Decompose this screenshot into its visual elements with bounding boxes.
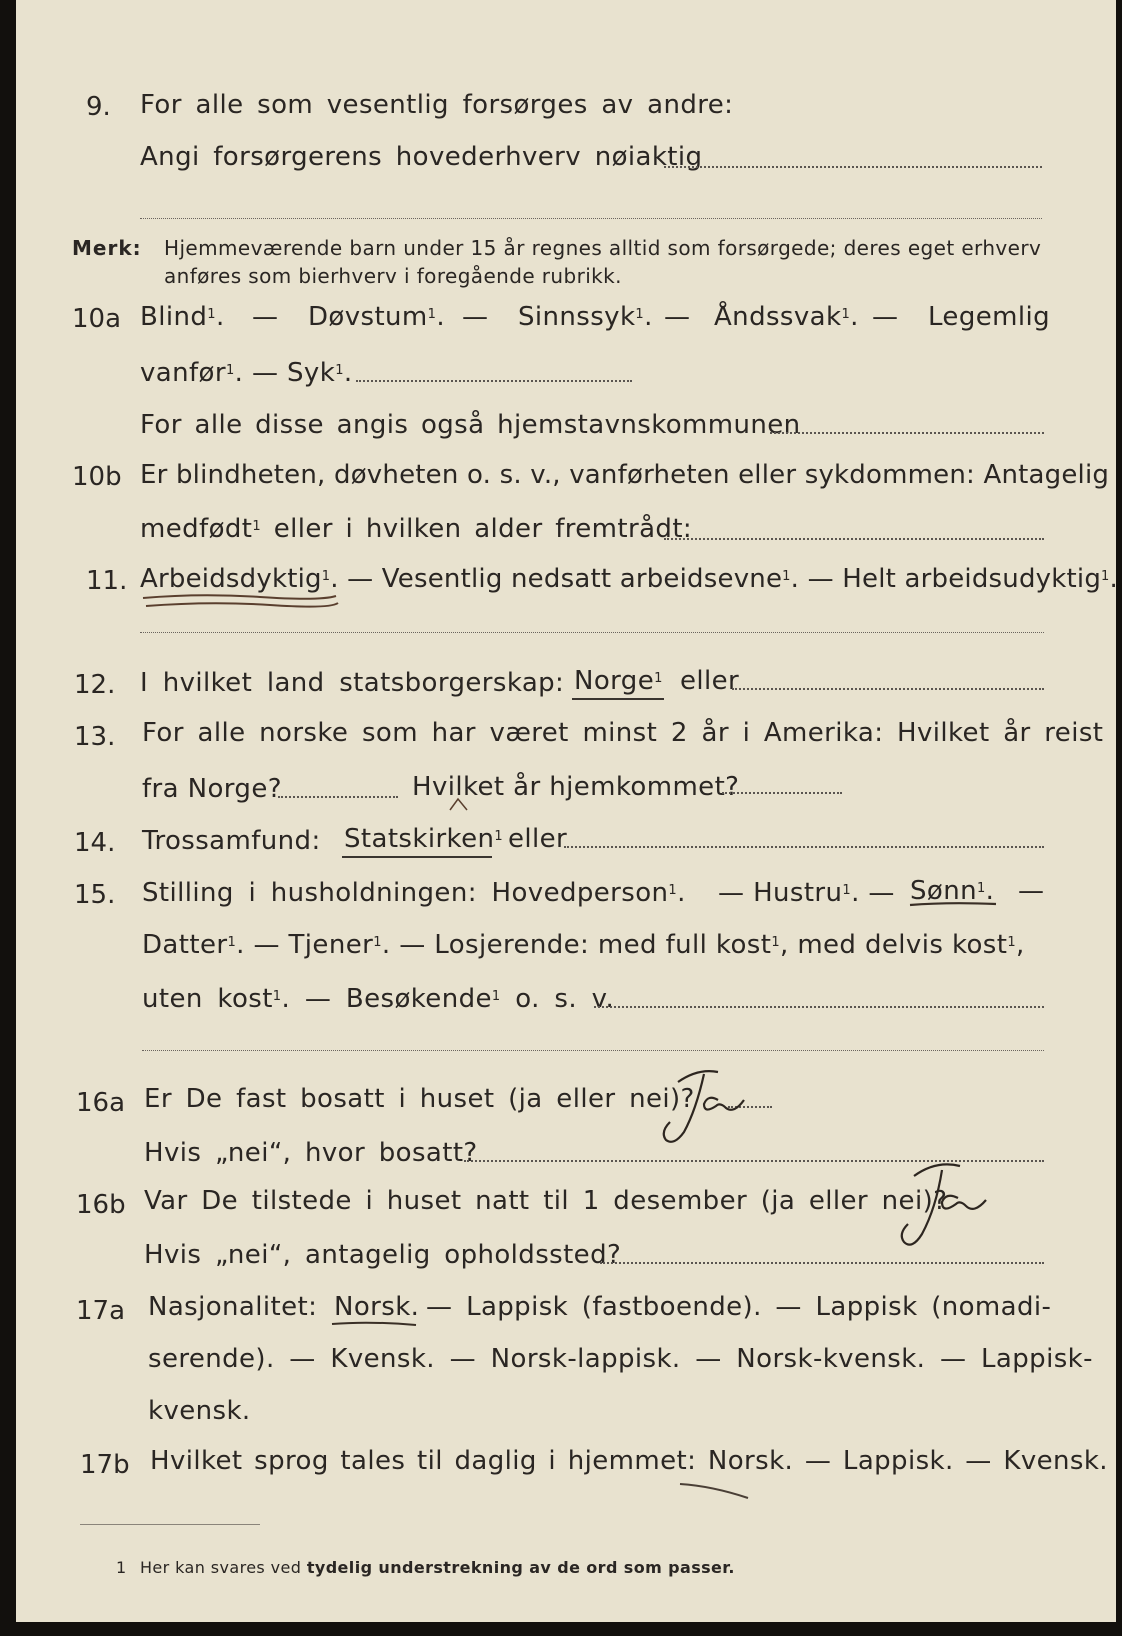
question-10b-line-2: medfødt$^1$ eller i hvilken alder fremtrådt: xyxy=(140,514,693,544)
answer-line xyxy=(600,1262,1044,1264)
question-17a-line-1: — Lappisk (fastboende). — Lappisk (nomadi- xyxy=(426,1292,1052,1322)
answer-norge: Norge$^1$ xyxy=(574,666,663,696)
question-10a-line-3: For alle disse angis også hjemstavnskommunen xyxy=(140,410,801,440)
answer-line xyxy=(594,1006,1044,1008)
question-10a-number: 10a xyxy=(72,304,122,334)
question-17b-number: 17b xyxy=(80,1450,130,1480)
question-13-line-2a: fra Norge? xyxy=(142,774,282,804)
note-label: Merk: xyxy=(72,236,142,260)
question-17b-line-1: Hvilket sprog tales til daglig i hjemmet: Norsk. — Lappisk. — Kvensk. xyxy=(150,1446,1108,1476)
question-15-line-2: Datter$^1$. — Tjener$^1$. — Losjerende: med full kost$^1$, med delvis kost$^1$, xyxy=(142,930,1025,960)
question-17a-label: Nasjonalitet: xyxy=(148,1292,318,1322)
question-14-number: 14. xyxy=(74,828,116,858)
footnote-mark: 1 xyxy=(116,1558,127,1577)
question-12-number: 12. xyxy=(74,670,116,700)
answer-line xyxy=(664,538,1044,540)
footnote-divider xyxy=(80,1524,260,1525)
question-9-number: 9. xyxy=(86,92,111,122)
handwritten-underline xyxy=(572,698,664,700)
question-13-line-1: For alle norske som har været minst 2 år i Amerika: Hvilket år reist xyxy=(142,718,1104,748)
handwritten-underline xyxy=(140,588,340,614)
question-11-line-1: Arbeidsdyktig$^1$. — Vesentlig nedsatt arbeidsevne$^1$. — Helt arbeidsudyktig$^1$. xyxy=(140,564,1118,594)
question-10a-line-2: vanfør$^1$. — Syk$^1$. xyxy=(140,358,353,388)
answer-line xyxy=(142,1050,1044,1051)
question-16b-number: 16b xyxy=(76,1190,126,1220)
question-15-line-1a: Stilling i husholdningen: Hovedperson$^1$. xyxy=(142,878,686,908)
answer-line xyxy=(664,166,1042,168)
answer-line xyxy=(564,846,1044,848)
question-9-line-2: Angi forsørgerens hovederhverv nøiaktig xyxy=(140,142,703,172)
question-13-number: 13. xyxy=(74,722,116,752)
answer-line xyxy=(732,688,1044,690)
answer-line xyxy=(140,632,1044,633)
question-15-number: 15. xyxy=(74,880,116,910)
answer-line xyxy=(722,792,842,794)
question-14-text: Trossamfund: xyxy=(142,826,321,856)
question-16b-line-2: Hvis „nei“, antagelig opholdssted? xyxy=(144,1240,622,1270)
question-16a-line-2: Hvis „nei“, hvor bosatt? xyxy=(144,1138,478,1168)
note-line-1: Hjemmeværende barn under 15 år regnes alltid som forsørgede; deres eget erhverv xyxy=(164,236,1042,260)
question-12-text: I hvilket land statsborgerskap: xyxy=(140,668,565,698)
answer-line xyxy=(278,796,398,798)
question-16a-line-1: Er De fast bosatt i huset (ja eller nei)? xyxy=(144,1084,695,1114)
question-17a-line-2: serende). — Kvensk. — Norsk-lappisk. — Norsk-kvensk. — Lappisk- xyxy=(148,1344,1093,1374)
answer-line xyxy=(356,380,632,382)
handwritten-underline xyxy=(908,898,1000,912)
handwritten-answer-16b xyxy=(880,1156,1010,1256)
question-17a-number: 17a xyxy=(76,1296,126,1326)
question-10b-number: 10b xyxy=(72,462,122,492)
question-13-line-2b: Hvilket år hjemkommet? xyxy=(412,772,740,802)
answer-statskirken: Statskirken$^1$ xyxy=(344,824,504,854)
handwritten-underline xyxy=(342,856,492,858)
answer-sonn: Sønn$^1$. xyxy=(910,876,995,906)
note-line-2: anføres som bierhverv i foregående rubrikk. xyxy=(164,264,622,288)
handwritten-underline xyxy=(330,1318,420,1330)
footnote-text: Her kan svares ved tydelig understrekning av de ord som passer. xyxy=(140,1558,735,1577)
question-15-line-3: uten kost$^1$. — Besøkende$^1$ o. s. v. xyxy=(142,984,615,1014)
question-16b-line-1: Var De tilstede i huset natt til 1 desember (ja eller nei)? xyxy=(144,1186,948,1216)
question-17a-line-3: kvensk. xyxy=(148,1396,251,1426)
question-11-number: 11. xyxy=(86,566,128,596)
census-form-page: 9. For alle som vesentlig forsørges av andre: Angi forsørgerens hovederhverv nøiaktig Merk: Hjemmeværende barn under 15 år regnes alltid som forsørgede; deres eget erhverv anføres som bierhverv i foregående rubrikk. 10a Blind$^1$. — Døvstum$^1$. — Sinnssyk$^1$. — Åndssvak$^1$. — Legemlig vanfør$^1$. — Syk$^1$. For alle disse angis også hjemstavnskommunen 10b Er blindheten, døvheten o. s. v., vanførheten eller sykdommen: Antagelig medfødt$^1$ eller i hvilken alder fremtrådt: 11. Arbeidsdyktig$^1$. — Vesentlig nedsatt arbeidsevne$^1$. — Helt arbeidsudyktig$^1$. 12. I hvilket land statsborgerskap: Norge$^1$ eller 13. For alle norske som har været minst 2 år i Amerika: Hvilket år reist fra Norge? Hvilket år hjemkommet? 14. Trossamfund: Statskirken$^1$ eller 15. Stilling i husholdningen: Hovedperson$^1$. — Hustru$^1$. — Sønn$^1$. — Datter$^1$. — Tjener$^1$. — Losjerende: med full kost$^1$, med delvis kost$^1$, uten kost$^1$. — Besøkende$^1$ o. s. v. 16a Er De fast bosatt i huset (ja eller nei)? Hvis „nei“, hvor bosatt? 16b Var De tilstede i huset natt til 1 desember (ja eller nei)? Hvis „nei“, antagelig opholdssted? 17a Nasjonalitet: Norsk. — Lappisk (fastboende). — Lappisk (nomadi- serende). — Kvensk. — Norsk-lappisk. — Norsk-kvensk. — Lappisk- kvensk. 17b Hvilket sprog tales til daglig i hjemmet: Norsk. — Lappisk. — Kvensk. 1 Her kan svares ved tydelig understrekning av de ord som passer. xyxy=(16,0,1116,1622)
answer-line xyxy=(770,432,1044,434)
answer-norsk: Norsk. xyxy=(334,1292,420,1322)
answer-line xyxy=(140,218,1042,219)
question-10a-line-1: Blind$^1$. xyxy=(140,302,225,332)
handwritten-caret xyxy=(448,796,470,812)
handwritten-underline xyxy=(676,1476,756,1506)
question-10b-line-1: Er blindheten, døvheten o. s. v., vanførheten eller sykdommen: Antagelig xyxy=(140,460,1110,490)
question-16a-number: 16a xyxy=(76,1088,126,1118)
handwritten-answer-16a xyxy=(648,1060,758,1150)
question-9-line-1: For alle som vesentlig forsørges av andre: xyxy=(140,90,734,120)
